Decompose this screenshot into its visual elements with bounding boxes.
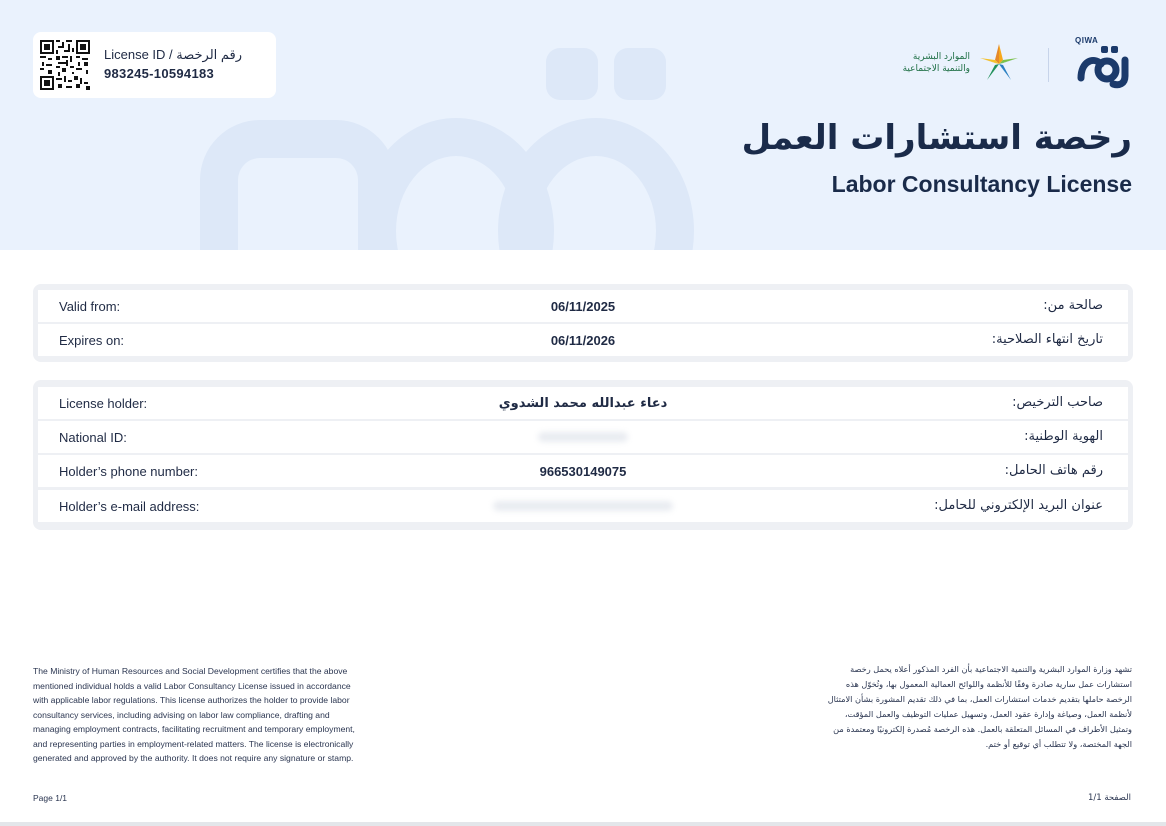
license-id-value: 983245-10594183 — [104, 66, 215, 81]
watermark-shape — [546, 48, 598, 100]
watermark-shape — [614, 48, 666, 100]
table-row — [38, 421, 1128, 453]
valid-from-label: Valid from: — [59, 299, 121, 314]
table-row — [38, 455, 1128, 487]
license-id-label: License ID / رقم الرخصة — [104, 47, 243, 62]
phone-value: 966530149075 — [539, 464, 627, 479]
email-label-arabic: عنوان البريد الإلكتروني للحامل: — [934, 498, 1103, 513]
page-number: Page 1/1 — [33, 793, 68, 803]
license-holder-value: دعاء عبدالله محمد الشدوي — [498, 396, 668, 411]
validity-card — [33, 284, 1133, 362]
table-row — [38, 324, 1128, 356]
table-row — [38, 490, 1128, 522]
qr-code-icon[interactable] — [40, 40, 90, 90]
national-id-label-arabic: الهوية الوطنية: — [1024, 429, 1103, 444]
expires-on-label: Expires on: — [59, 333, 125, 348]
phone-label-arabic: رقم هاتف الحامل: — [1004, 463, 1103, 478]
ministry-logo-line2: والتنمية الاجتماعية — [902, 64, 970, 74]
header-banner — [0, 0, 1166, 250]
ministry-logo — [888, 42, 1028, 86]
valid-from-label-arabic: صالحة من: — [1043, 298, 1103, 313]
national-id-value — [38, 430, 1128, 445]
holder-card — [33, 380, 1133, 530]
page-title: Labor Consultancy License — [831, 171, 1132, 197]
watermark-shape — [498, 118, 694, 250]
page-bottom-edge — [0, 822, 1166, 826]
expires-on-label-arabic: تاريخ انتهاء الصلاحية: — [991, 332, 1103, 347]
national-id-label: National ID: — [59, 430, 127, 445]
license-id-card — [33, 32, 276, 98]
license-holder-label: License holder: — [59, 396, 148, 411]
page-title-arabic: رخصة استشارات العمل — [741, 118, 1132, 158]
valid-from-value: 06/11/2025 — [550, 299, 616, 314]
phone-label: Holder’s phone number: — [59, 464, 198, 479]
qiwa-logo-label: QIWA — [1075, 36, 1099, 45]
license-holder-label-arabic: صاحب الترخيص: — [1012, 395, 1103, 410]
redacted-value — [493, 501, 673, 511]
email-label: Holder’s e-mail address: — [59, 499, 200, 514]
qiwa-logo — [1075, 36, 1137, 92]
ministry-logo-line1: الموارد البشرية — [912, 52, 970, 62]
certification-statement-arabic: تشهد وزارة الموارد البشرية والتنمية الاجتماعية بأن الفرد المذكور أعلاه يحمل رخصة استشارات عمل سارية صادرة وفقًا للأنظمة واللوائح العمالية المعمول بها، وتُخوّل هذه الرخصة حاملها بتقديم خدمات استشارات العمل، بما في ذلك تقديم المشورة بشأن الامتثال لأنظمة العمل، وصياغة وإدارة عقود العمل، وتسهيل عمليات التوظيف والعمل المؤقت، وتمثيل الأطراف في المسائل المتعلقة بالعمل. هذه الرخصة مُصدرة إلكترونيًا ومعتمدة من الجهة المختصة، ولا تتطلب أي توقيع أو ختم. — [827, 664, 1132, 749]
redacted-value — [538, 432, 628, 442]
table-row — [38, 387, 1128, 419]
page-number-arabic: الصفحة 1/1 — [1087, 793, 1131, 803]
expires-on-value: 06/11/2026 — [550, 333, 616, 348]
table-row — [38, 290, 1128, 322]
logo-divider — [1048, 48, 1049, 82]
qiwa-logo-mark-icon — [1075, 44, 1137, 90]
certification-statement: The Ministry of Human Resources and Social Development certifies that the above mentioned individual holds a valid Labor Consultancy License issued in accordance with applicable labor regulations. This license authorizes the holder to provide labor consultancy services, including advising on labor law compliance, drafting and managing employment contracts, facilitating recruitment and temporary employment, and representing parties in employment-related matters. The license is electronically generated and approved by the authority. It does not require any signature or stamp. — [33, 666, 355, 763]
ministry-star-icon — [974, 42, 1024, 86]
